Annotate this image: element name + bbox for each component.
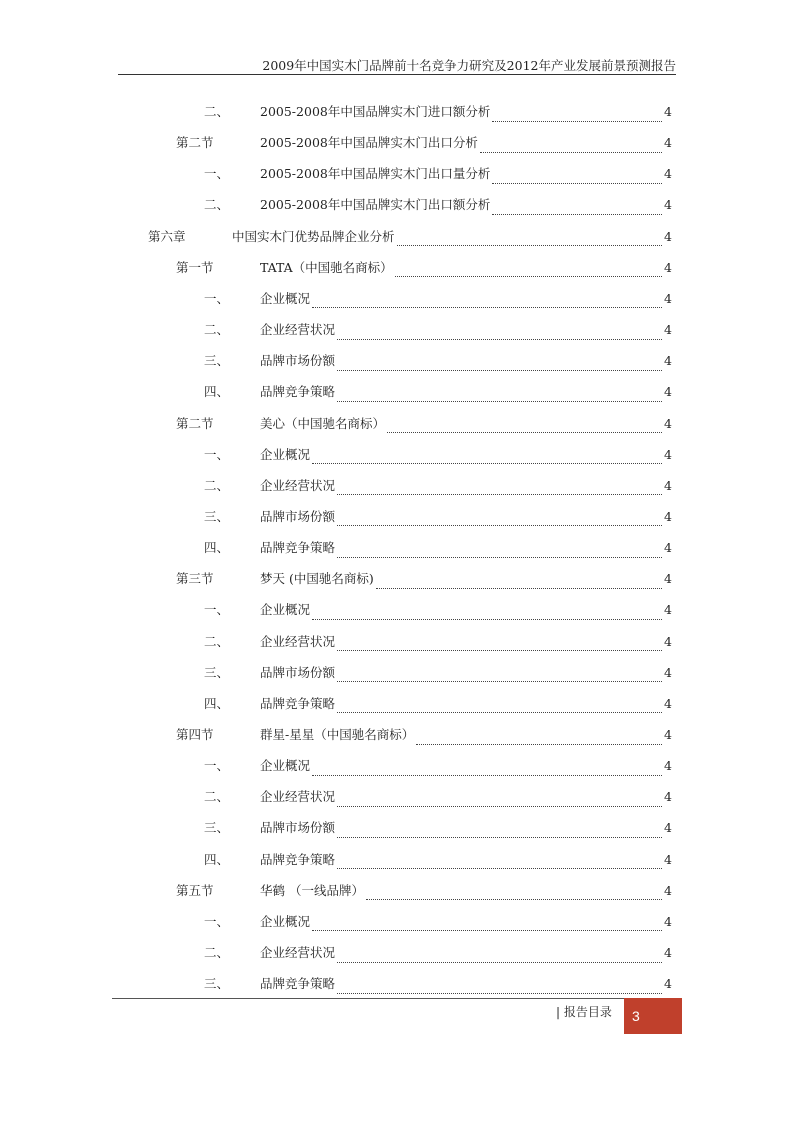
toc-entry[interactable]: [0, 818, 794, 838]
page-number: 3: [632, 1008, 640, 1024]
toc-entry-page: 4: [664, 945, 672, 961]
toc-entry-leader: [232, 227, 664, 247]
header-title: 2009年中国实木门品牌前十名竞争力研究及2012年产业发展前景预测报告: [262, 58, 676, 73]
toc-entry-leader: [260, 725, 664, 745]
toc-entry-title: TATA（中国驰名商标）: [260, 259, 393, 275]
toc-entry-title: 梦天 (中国驰名商标): [260, 571, 374, 587]
toc-entry-page: 4: [664, 913, 672, 929]
toc-entry-number: 三、: [204, 820, 230, 836]
toc-entry-title: 2005-2008年中国品牌实木门进口额分析: [260, 104, 491, 119]
dot-leader: [480, 140, 662, 153]
dot-leader: [337, 856, 662, 869]
toc-entry[interactable]: [0, 694, 794, 714]
footer-divider: [112, 998, 624, 999]
toc-entry-number: 四、: [204, 851, 230, 867]
toc-entry-number: 二、: [204, 322, 230, 338]
toc-entry[interactable]: [0, 600, 794, 620]
toc-entry-leader: [260, 569, 664, 589]
toc-entry-page: 4: [664, 290, 672, 306]
toc-entry-leader: [260, 258, 664, 278]
toc-entry-page: 4: [664, 135, 672, 151]
toc-entry-leader: [260, 164, 664, 184]
toc-entry[interactable]: [0, 227, 794, 247]
toc-entry-title: 品牌市场份额: [260, 508, 336, 524]
toc-entry-page: 4: [664, 322, 672, 338]
toc-entry-page: 4: [664, 664, 672, 680]
toc-entry-number: 二、: [204, 633, 230, 649]
toc-entry-title: 中国实木门优势品牌企业分析: [232, 228, 395, 244]
toc-entry-page: 4: [664, 789, 672, 805]
toc-entry-leader: [260, 850, 664, 870]
dot-leader: [337, 513, 662, 526]
toc-entry-number: 一、: [204, 446, 230, 462]
dot-leader: [337, 794, 662, 807]
dot-leader: [312, 918, 662, 931]
dot-leader: [376, 576, 662, 589]
toc-entry-leader: [260, 414, 664, 434]
dot-leader: [337, 981, 662, 994]
toc-entry-leader: [260, 102, 664, 122]
toc-entry-title: 企业概况: [260, 446, 311, 462]
toc-entry-page: 4: [664, 540, 672, 556]
toc-entry[interactable]: [0, 476, 794, 496]
toc-entry[interactable]: [0, 133, 794, 153]
toc-entry[interactable]: [0, 569, 794, 589]
toc-entry-title: 华鹤 （一线品牌）: [260, 882, 364, 898]
toc-entry-title: 企业经营状况: [260, 477, 336, 493]
toc-entry-page: 4: [664, 477, 672, 493]
toc-entry[interactable]: [0, 351, 794, 371]
dot-leader: [416, 732, 662, 745]
dot-leader: [312, 295, 662, 308]
toc-entry-leader: [260, 351, 664, 371]
toc-entry[interactable]: [0, 943, 794, 963]
toc-entry-leader: [260, 881, 664, 901]
dot-leader: [395, 264, 662, 277]
toc-entry-number: 三、: [204, 976, 230, 992]
dot-leader: [337, 669, 662, 682]
toc-entry-page: 4: [664, 415, 672, 431]
toc-entry[interactable]: [0, 663, 794, 683]
dot-leader: [337, 545, 662, 558]
dot-leader: [337, 389, 662, 402]
toc-entry-title: 2005-2008年中国品牌实木门出口分析: [260, 135, 478, 151]
toc-entry-leader: [260, 320, 664, 340]
toc-entry-page: 4: [664, 976, 672, 992]
toc-entry-page: 4: [664, 259, 672, 275]
toc-entry-leader: [260, 787, 664, 807]
toc-entry-title: 美心（中国驰名商标）: [260, 415, 386, 431]
page-number-box: [624, 998, 682, 1034]
dot-leader: [312, 607, 662, 620]
toc-entry-number: 第五节: [176, 882, 214, 898]
toc-entry-page: 4: [664, 446, 672, 462]
toc-entry-number: 一、: [204, 913, 230, 929]
toc-entry-number: 二、: [204, 477, 230, 493]
dot-leader: [492, 202, 662, 215]
toc-entry-title: 企业概况: [260, 602, 311, 618]
toc-entry-page: 4: [664, 820, 672, 836]
toc-entry[interactable]: [0, 445, 794, 465]
toc-entry-number: 一、: [204, 758, 230, 774]
toc-entry-number: 二、: [204, 197, 230, 213]
header-divider: [118, 74, 676, 75]
dot-leader: [492, 171, 662, 184]
toc-entry-title: 品牌竞争策略: [260, 695, 336, 711]
toc-entry[interactable]: [0, 538, 794, 558]
toc-entry-number: 第二节: [176, 135, 214, 151]
toc-entry-leader: [260, 943, 664, 963]
dot-leader: [366, 887, 662, 900]
dot-leader: [337, 482, 662, 495]
toc-entry-title: 品牌竞争策略: [260, 384, 336, 400]
dot-leader: [312, 763, 662, 776]
toc-entry-number: 第三节: [176, 571, 214, 587]
toc-entry-page: 4: [664, 166, 672, 182]
toc-entry-title: 企业概况: [260, 913, 311, 929]
toc-entry[interactable]: [0, 912, 794, 932]
toc-entry-page: 4: [664, 695, 672, 711]
dot-leader: [492, 109, 662, 122]
toc-entry-leader: [260, 538, 664, 558]
toc-entry-title: 品牌竞争策略: [260, 540, 336, 556]
toc-entry[interactable]: [0, 974, 794, 994]
toc-entry-title: 企业经营状况: [260, 322, 336, 338]
toc-entry-leader: [260, 507, 664, 527]
toc-entry-number: 四、: [204, 384, 230, 400]
toc-entry-title: 2005-2008年中国品牌实木门出口量分析: [260, 166, 491, 182]
toc-entry[interactable]: [0, 787, 794, 807]
toc-entry[interactable]: [0, 507, 794, 527]
toc-entry[interactable]: [0, 414, 794, 434]
toc-entry[interactable]: [0, 195, 794, 215]
dot-leader: [387, 420, 662, 433]
toc-entry[interactable]: [0, 102, 794, 122]
dot-leader: [397, 233, 662, 246]
toc-entry-title: 品牌市场份额: [260, 664, 336, 680]
toc-entry-number: 二、: [204, 945, 230, 961]
toc-entry-page: 4: [664, 602, 672, 618]
toc-entry-number: 二、: [204, 104, 230, 119]
toc-entry-number: 一、: [204, 290, 230, 306]
toc-entry-title: 企业概况: [260, 758, 311, 774]
toc-entry-number: 第六章: [148, 228, 186, 244]
toc-entry-page: 4: [664, 384, 672, 400]
toc-entry-leader: [260, 912, 664, 932]
footer-separator: |: [556, 1005, 561, 1019]
toc-entry[interactable]: [0, 320, 794, 340]
toc-entry-leader: [260, 195, 664, 215]
toc-entry-number: 四、: [204, 695, 230, 711]
toc-entry-leader: [260, 818, 664, 838]
toc-entry-page: 4: [664, 758, 672, 774]
toc-entry-leader: [260, 476, 664, 496]
toc-entry-page: 4: [664, 104, 672, 119]
toc-entry-leader: [260, 974, 664, 994]
toc-entry-title: 品牌竞争策略: [260, 976, 336, 992]
toc-entry-page: 4: [664, 508, 672, 524]
toc-entry-leader: [260, 445, 664, 465]
toc-entry-title: 品牌竞争策略: [260, 851, 336, 867]
toc-entry-title: 品牌市场份额: [260, 353, 336, 369]
toc-entry-leader: [260, 632, 664, 652]
toc-entry-leader: [260, 663, 664, 683]
toc-entry-number: 四、: [204, 540, 230, 556]
toc-entry-number: 三、: [204, 353, 230, 369]
toc-entry[interactable]: [0, 881, 794, 901]
toc-entry-leader: [260, 382, 664, 402]
toc-entry-title: 企业经营状况: [260, 789, 336, 805]
dot-leader: [337, 327, 662, 340]
toc-entry-leader: [260, 600, 664, 620]
toc-entry-number: 第二节: [176, 415, 214, 431]
toc-entry-page: 4: [664, 727, 672, 742]
toc-entry-title: 企业经营状况: [260, 945, 336, 961]
dot-leader: [337, 358, 662, 371]
toc-entry-page: 4: [664, 882, 672, 898]
dot-leader: [337, 700, 662, 713]
toc-entry-number: 三、: [204, 664, 230, 680]
toc-entry-page: 4: [664, 197, 672, 213]
toc-entry[interactable]: [0, 289, 794, 309]
toc-entry-page: 4: [664, 851, 672, 867]
toc-entry-number: 三、: [204, 508, 230, 524]
toc-entry-title: 企业概况: [260, 290, 311, 306]
toc-entry-title: 群星-星星（中国驰名商标）: [260, 727, 415, 742]
toc-entry-number: 一、: [204, 602, 230, 618]
toc-entry[interactable]: [0, 725, 794, 745]
toc-entry-title: 品牌市场份额: [260, 820, 336, 836]
toc-entry-number: 二、: [204, 789, 230, 805]
toc-entry-page: 4: [664, 633, 672, 649]
toc-entry[interactable]: [0, 382, 794, 402]
toc-entry-leader: [260, 694, 664, 714]
toc-entry[interactable]: [0, 632, 794, 652]
dot-leader: [337, 825, 662, 838]
toc-entry-number: 一、: [204, 166, 230, 182]
toc-entry-page: 4: [664, 571, 672, 587]
footer-section-name: 报告目录: [563, 1005, 612, 1019]
toc-entry-leader: [260, 289, 664, 309]
toc-entry-leader: [260, 756, 664, 776]
toc-entry-title: 2005-2008年中国品牌实木门出口额分析: [260, 197, 491, 213]
dot-leader: [312, 451, 662, 464]
toc-entry-page: 4: [664, 228, 672, 244]
toc-entry[interactable]: [0, 258, 794, 278]
dot-leader: [337, 950, 662, 963]
footer-label: [556, 1003, 612, 1020]
toc-entry-page: 4: [664, 353, 672, 369]
toc-entry[interactable]: [0, 850, 794, 870]
toc-entry[interactable]: [0, 164, 794, 184]
toc-entry-leader: [260, 133, 664, 153]
toc-entry-title: 企业经营状况: [260, 633, 336, 649]
toc-entry[interactable]: [0, 756, 794, 776]
toc-entry-number: 第四节: [176, 727, 214, 742]
toc-entry-number: 第一节: [176, 259, 214, 275]
dot-leader: [337, 638, 662, 651]
